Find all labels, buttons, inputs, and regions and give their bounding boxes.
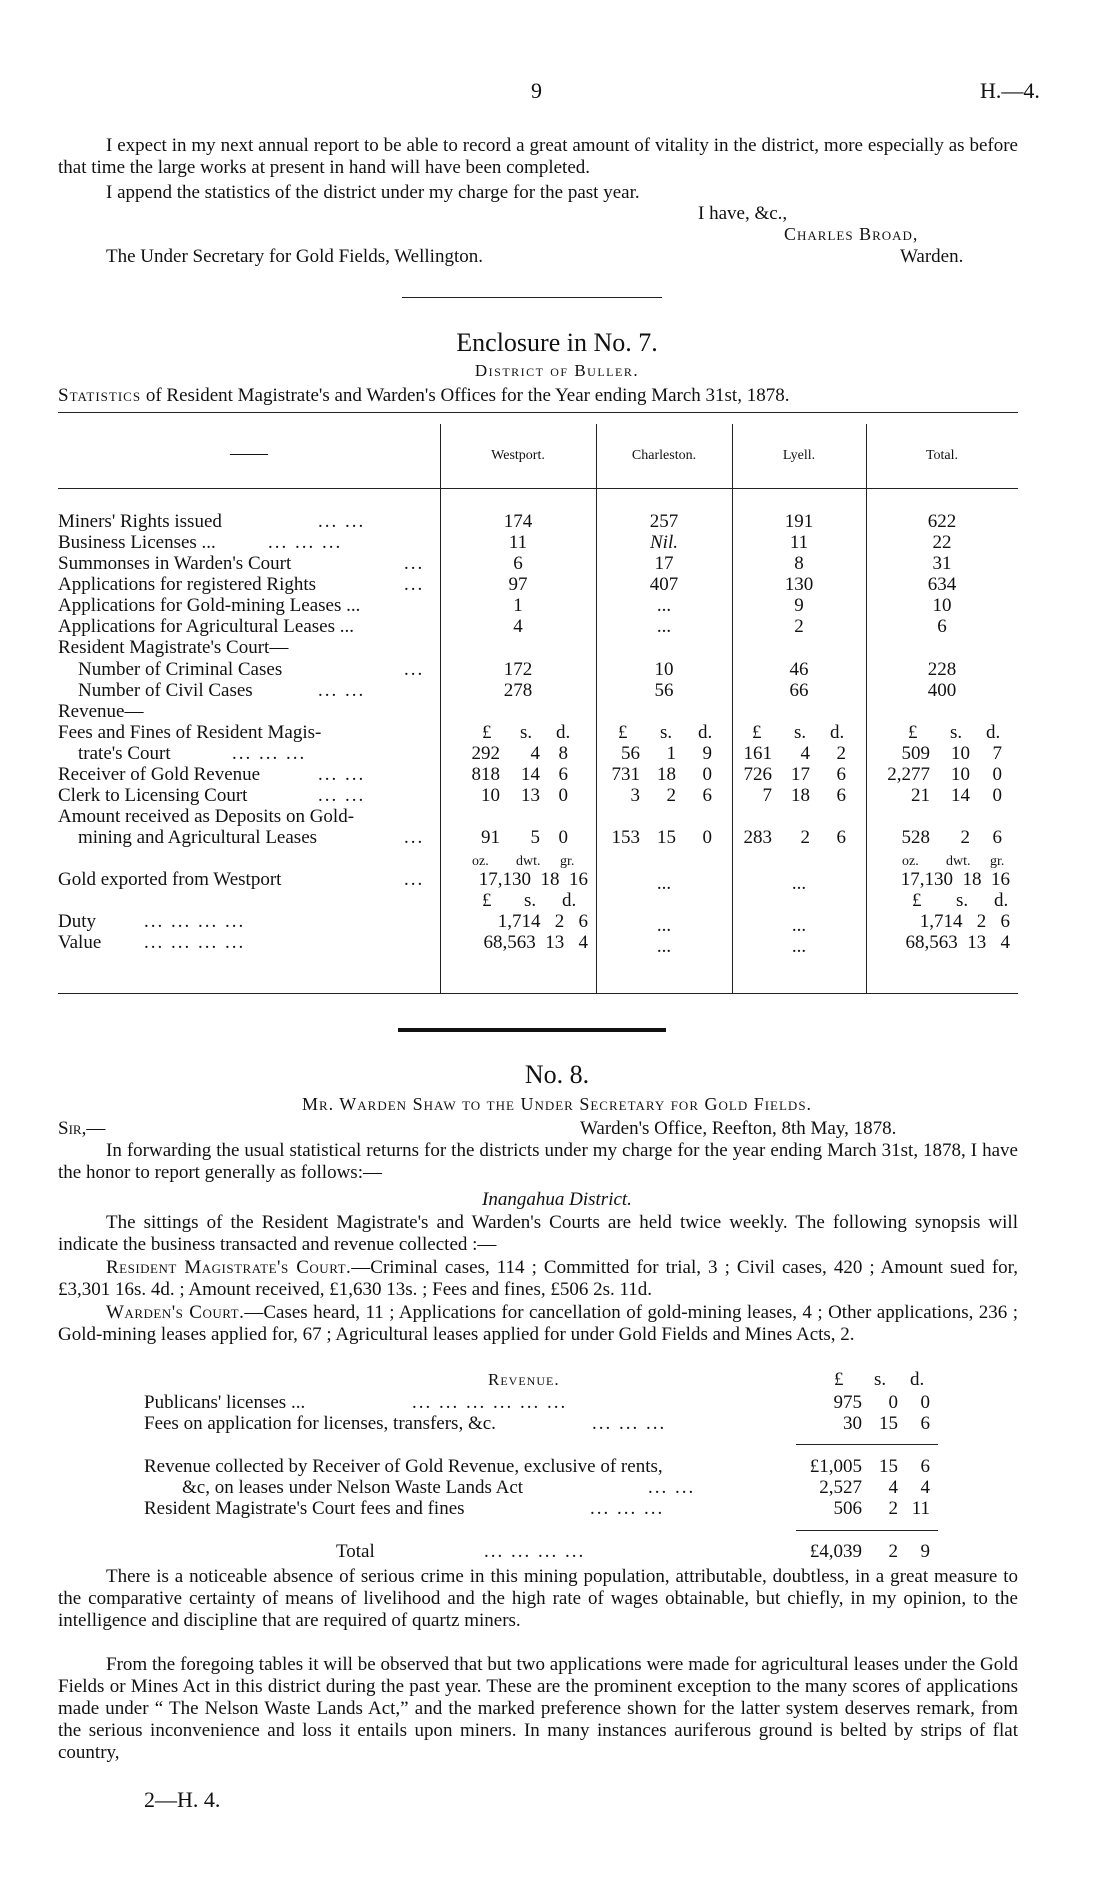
shilling-unit: s. [520,722,533,743]
pence-unit: d. [910,1369,925,1390]
cell-charleston: 257 [649,511,679,532]
cell-westport: 97 [508,574,528,595]
column-header: Total. [925,448,959,463]
pound-unit: £ [482,722,492,743]
leader-dots: ... ... [318,680,366,701]
row-label: Applications for Gold-mining Leases ... [58,595,361,616]
revenue-label: Resident Magistrate's Court fees and fines [144,1498,465,1519]
cell-westport: 172 [503,659,533,680]
cell-lyell-pence: 2 [836,743,846,764]
cell-charleston-pence: 0 [702,827,712,848]
pound-unit: £ [618,722,628,743]
caption-text: of Resident Magistrate's and Warden's Offices for the Year ending March 31st, 1878. [145,385,790,406]
rm-court-text: —Criminal cases, 114 ; Committed for trial, 3 ; Civil cases, 420 ; Amount sued for, £3,301 16s. 4d. ; Amount received, £1,630 13s. ; Fees and fines, £506 2s. 11d. [58,1257,1018,1300]
col-divider [440,424,441,993]
cell-westport-pence: 6 [558,764,568,785]
cell-westport-shillings: 14 [521,764,540,785]
cell-lyell-shillings: 17 [791,764,810,785]
shilling-unit: s. [660,722,673,743]
intro-paragraph-2: I append the statistics of the district under my charge for the past year. [106,182,640,203]
revenue-heading: Revenue. [488,1370,560,1389]
cell-westport-pounds: 292 [471,743,500,764]
revenue-shillings: 2 [888,1498,898,1519]
pence-unit: d. [830,722,845,743]
cell-charleston: ... [656,936,672,957]
closing-phrase: I have, &c., [698,203,788,224]
table-caption [58,385,789,407]
cell-charleston: 407 [649,574,679,595]
cell-westport: 4 [513,616,523,637]
cell-lyell: 8 [794,553,804,574]
cell-lyell-shillings: 18 [791,785,810,806]
district-subheading: Inangahua District. [482,1189,632,1210]
cell-lyell: 46 [789,659,809,680]
cell-westport-pence: 0 [558,785,568,806]
signature-title: Warden. [900,246,964,267]
intro-paragraph-1: I expect in my next annual report to be able to record a great amount of vitality in the district, more especially as before that time the large works at present in hand will have been completed. [58,135,1018,178]
signature-mark: 2—H. 4. [144,1787,221,1812]
cell-charleston-pounds: 153 [611,827,640,848]
salutation: Sir,— [58,1118,106,1139]
cell-charleston: ... [656,915,672,936]
cell-total: 228 [927,659,957,680]
cell-charleston-pence: 0 [702,764,712,785]
cell-charleston-pence: 9 [702,743,712,764]
wardens-court-lead: Warden's Court. [106,1302,245,1323]
col-divider [866,424,867,993]
revenue-pounds: 2,527 [819,1477,862,1498]
row-label: Business Licenses ... [58,532,216,553]
cell-charleston: ... [656,873,672,894]
row-label: Value [58,932,102,953]
pound-unit: £ [482,890,492,911]
cell-total-pence: 0 [992,785,1002,806]
leader-dots: ... [404,827,425,848]
cell-lyell: 130 [784,574,814,595]
cell-total-shillings: 2 [960,827,970,848]
cell-total-pence: 7 [992,743,1002,764]
leader-dots: ... ... ... [268,532,343,553]
cell-total-shillings: 10 [951,764,970,785]
pound-unit: £ [752,722,762,743]
pence-unit: d. [698,722,713,743]
cell-westport: 11 [508,532,528,553]
revenue-shillings: 2 [888,1541,898,1562]
cell-charleston: ... [656,595,672,616]
leader-dots: ... [404,869,425,890]
cell-westport-pence: 8 [558,743,568,764]
shilling-unit: s. [950,722,963,743]
revenue-label: &c, on leases under Nelson Waste Lands Act [182,1477,524,1498]
cell-charleston: 17 [654,553,674,574]
cell-westport: 68,563 13 4 [483,932,588,953]
cell-westport-shillings: 5 [530,827,540,848]
row-label: Summonses in Warden's Court [58,553,292,574]
cell-total-pounds: 528 [901,827,930,848]
cell-lyell-pence: 6 [836,764,846,785]
pence-unit: d. [556,722,571,743]
cell-charleston-shillings: 1 [666,743,676,764]
revenue-subtotal-rule [796,1444,938,1445]
cell-charleston: Nil. [650,532,678,553]
signature-name: Charles Broad, [784,224,919,244]
total-label: Total [336,1541,375,1562]
revenue-shillings: 15 [879,1413,898,1434]
row-label: Gold exported from Westport [58,869,282,890]
wardens-court-text: —Cases heard, 11 ; Applications for cancellation of gold-mining leases, 4 ; Other applications, 236 ; Gold-mining leases applied for, 67 ; Agricultural leases applied for under Gold Fields and Mines Acts, 2. [58,1302,1018,1345]
row-label: Applications for Agricultural Leases ... [58,616,355,637]
shilling-unit: s. [524,890,537,911]
cell-westport-pounds: 91 [481,827,500,848]
cell-lyell: ... [791,915,807,936]
row-label: Clerk to Licensing Court [58,785,248,806]
letter-paragraph: In forwarding the usual statistical returns for the districts under my charge for the year ending March 31st, 1878, I have the honor to report generally as follows:— [58,1140,1018,1183]
revenue-pence: 6 [920,1413,930,1434]
cell-total: 22 [932,532,952,553]
row-label: Number of Civil Cases [78,680,253,701]
revenue-shillings: 4 [888,1477,898,1498]
revenue-pounds: £4,039 [809,1541,862,1562]
cell-total-pounds: 509 [901,743,930,764]
document-ref: H.—4. [980,78,1040,103]
leader-dots: ... ... ... [590,1498,665,1519]
row-label: Receiver of Gold Revenue [58,764,261,785]
leader-dots: ... ... ... [592,1413,667,1434]
cell-lyell: 2 [794,616,804,637]
cell-charleston-pounds: 3 [630,785,640,806]
cell-total-pounds: 2,277 [887,764,930,785]
revenue-shillings: 15 [879,1456,898,1477]
revenue-total-rule [796,1530,938,1531]
pound-unit: £ [912,890,922,911]
row-label: Miners' Rights issued [58,511,222,532]
cell-charleston: ... [656,616,672,637]
col-divider [732,424,733,993]
row-label: mining and Agricultural Leases [78,827,318,848]
cell-westport: 1 [513,595,523,616]
cell-charleston: 56 [654,680,674,701]
cell-total: 17,130 18 16 [900,869,1010,890]
cell-charleston-shillings: 18 [657,764,676,785]
leader-dots: ... [404,553,425,574]
cell-lyell-pounds: 726 [743,764,772,785]
cell-lyell-shillings: 4 [800,743,810,764]
page-number: 9 [531,78,542,103]
cell-lyell-pounds: 283 [743,827,772,848]
cell-charleston-pounds: 731 [611,764,640,785]
cell-total-shillings: 10 [951,743,970,764]
leader-dots: ... ... ... ... ... ... [412,1392,568,1413]
pound-unit: £ [908,722,918,743]
enclosure-heading: Enclosure in No. 7. [456,328,658,357]
cell-lyell: ... [791,873,807,894]
cell-westport-pounds: 818 [471,764,500,785]
section-divider [402,297,662,298]
cell-charleston-shillings: 15 [657,827,676,848]
caption-lead: Statistics [58,385,142,406]
leader-dots: ... ... ... [232,743,307,764]
row-label: Number of Criminal Cases [78,659,283,680]
cell-westport-shillings: 13 [521,785,540,806]
cell-westport: 174 [503,511,533,532]
leader-dots: ... ... ... ... [484,1541,586,1562]
cell-westport-pounds: 10 [481,785,500,806]
cell-lyell-pence: 6 [836,785,846,806]
cell-total: 6 [937,616,947,637]
revenue-pence: 4 [920,1477,930,1498]
addressee: The Under Secretary for Gold Fields, Wellington. [106,246,483,267]
cell-total: 634 [927,574,957,595]
col-divider [596,424,597,993]
dateline: Warden's Office, Reefton, 8th May, 1878. [580,1118,897,1139]
dwt-unit: dwt. [516,854,541,869]
leader-dots: ... ... [318,785,366,806]
pound-unit: £ [834,1369,844,1390]
pence-unit: d. [986,722,1001,743]
letter-subtitle: Mr. Warden Shaw to the Under Secretary for Gold Fields. [301,1094,813,1114]
closing-paragraph-1: There is a noticeable absence of serious crime in this mining population, attributable, doubtless, in a great measure to the comparative certainty of means of livelihood and the high rate of wages obtainable, but chiefly, in my opinion, to the intelligence and discipline that are required of quartz miners. [58,1566,1018,1631]
rm-court-lead: Resident Magistrate's Court. [106,1257,352,1278]
column-header: Westport. [491,448,545,463]
revenue-pence: 9 [920,1541,930,1562]
cell-westport: 1,714 2 6 [497,911,588,932]
rm-court-paragraph [58,1257,1018,1301]
cell-lyell: 66 [789,680,809,701]
cell-total: 1,714 2 6 [919,911,1010,932]
revenue-pence: 0 [920,1392,930,1413]
revenue-pounds: 506 [833,1498,862,1519]
cell-lyell: ... [791,936,807,957]
cell-total: 31 [932,553,952,574]
group-label: Resident Magistrate's Court— [58,637,289,658]
cell-lyell: 11 [789,532,809,553]
cell-lyell-pounds: 161 [743,743,772,764]
shilling-unit: s. [956,890,969,911]
group-label: Revenue— [58,701,144,722]
letter-heading: No. 8. [524,1060,590,1089]
cell-charleston: 10 [654,659,674,680]
district-heading: District of Buller. [474,361,640,380]
cell-lyell-shillings: 2 [800,827,810,848]
closing-paragraph-2: From the foregoing tables it will be observed that but two applications were made for agricultural leases under the Gold Fields or Mines Act in this district during the past year. These are the prominent exception to the many scores of applications made under “ The Nelson Waste Lands Act,” and the marked preference shown for the latter system deserves remark, from the serious inconvenience and loss it entails upon miners. In many instances auriferous ground is belted by strips of flat country, [58,1654,1018,1763]
row-label: Fees and Fines of Resident Magis- [58,722,322,743]
leader-dots: ... [404,574,425,595]
leader-dots: ... ... [318,764,366,785]
cell-lyell-pence: 6 [836,827,846,848]
cell-lyell: 191 [784,511,814,532]
revenue-pounds: 30 [843,1413,862,1434]
cell-total: 400 [927,680,957,701]
cell-total: 10 [932,595,952,616]
table-header-rule [58,488,1018,489]
leader-dots: ... ... ... ... [144,932,246,953]
cell-charleston-pence: 6 [702,785,712,806]
cell-charleston-shillings: 2 [666,785,676,806]
cell-westport: 6 [513,553,523,574]
cell-lyell: 9 [794,595,804,616]
shilling-unit: s. [794,722,807,743]
gr-unit: gr. [990,854,1005,869]
gr-unit: gr. [560,854,575,869]
row-label: trate's Court [78,743,171,764]
revenue-label: Revenue collected by Receiver of Gold Revenue, exclusive of rents, [144,1456,663,1477]
row-label: Applications for registered Rights [58,574,317,595]
revenue-label: Publicans' licenses ... [144,1392,306,1413]
revenue-pence: 6 [920,1456,930,1477]
cell-total-pounds: 21 [911,785,930,806]
revenue-label: Fees on application for licenses, transfers, &c. [144,1413,496,1434]
revenue-pence: 11 [911,1498,930,1519]
oz-unit: oz. [902,854,919,869]
cell-westport: 17,130 18 16 [478,869,588,890]
cell-westport-shillings: 4 [530,743,540,764]
wardens-court-paragraph [58,1302,1018,1346]
cell-total: 68,563 13 4 [905,932,1010,953]
leader-dots: ... ... [318,511,366,532]
oz-unit: oz. [472,854,489,869]
pence-unit: d. [994,890,1009,911]
column-header: Lyell. [782,448,816,463]
pence-unit: d. [562,890,577,911]
cell-westport-pence: 0 [558,827,568,848]
shilling-unit: s. [874,1369,887,1390]
cell-total-shillings: 14 [951,785,970,806]
cell-total: 622 [927,511,957,532]
leader-dots: ... ... ... ... [144,911,246,932]
letter-paragraph: The sittings of the Resident Magistrate's and Warden's Courts are held twice weekly. The following synopsis will indicate the business transacted and revenue collected :— [58,1212,1018,1255]
revenue-pounds: £1,005 [809,1456,862,1477]
header-corner: —— [230,443,268,464]
row-label: Duty [58,911,96,932]
dwt-unit: dwt. [946,854,971,869]
column-header: Charleston. [631,448,697,463]
table-top-rule [58,412,1018,413]
cell-westport: 278 [503,680,533,701]
cell-total-pence: 0 [992,764,1002,785]
revenue-pounds: 975 [833,1392,862,1413]
row-label: Amount received as Deposits on Gold- [58,806,355,827]
leader-dots: ... ... [648,1477,696,1498]
cell-total-pence: 6 [992,827,1002,848]
leader-dots: ... [404,659,425,680]
revenue-shillings: 0 [888,1392,898,1413]
cell-charleston-pounds: 56 [621,743,640,764]
section-separator [398,1028,666,1032]
table-bottom-rule [58,993,1018,994]
cell-lyell-pounds: 7 [762,785,772,806]
